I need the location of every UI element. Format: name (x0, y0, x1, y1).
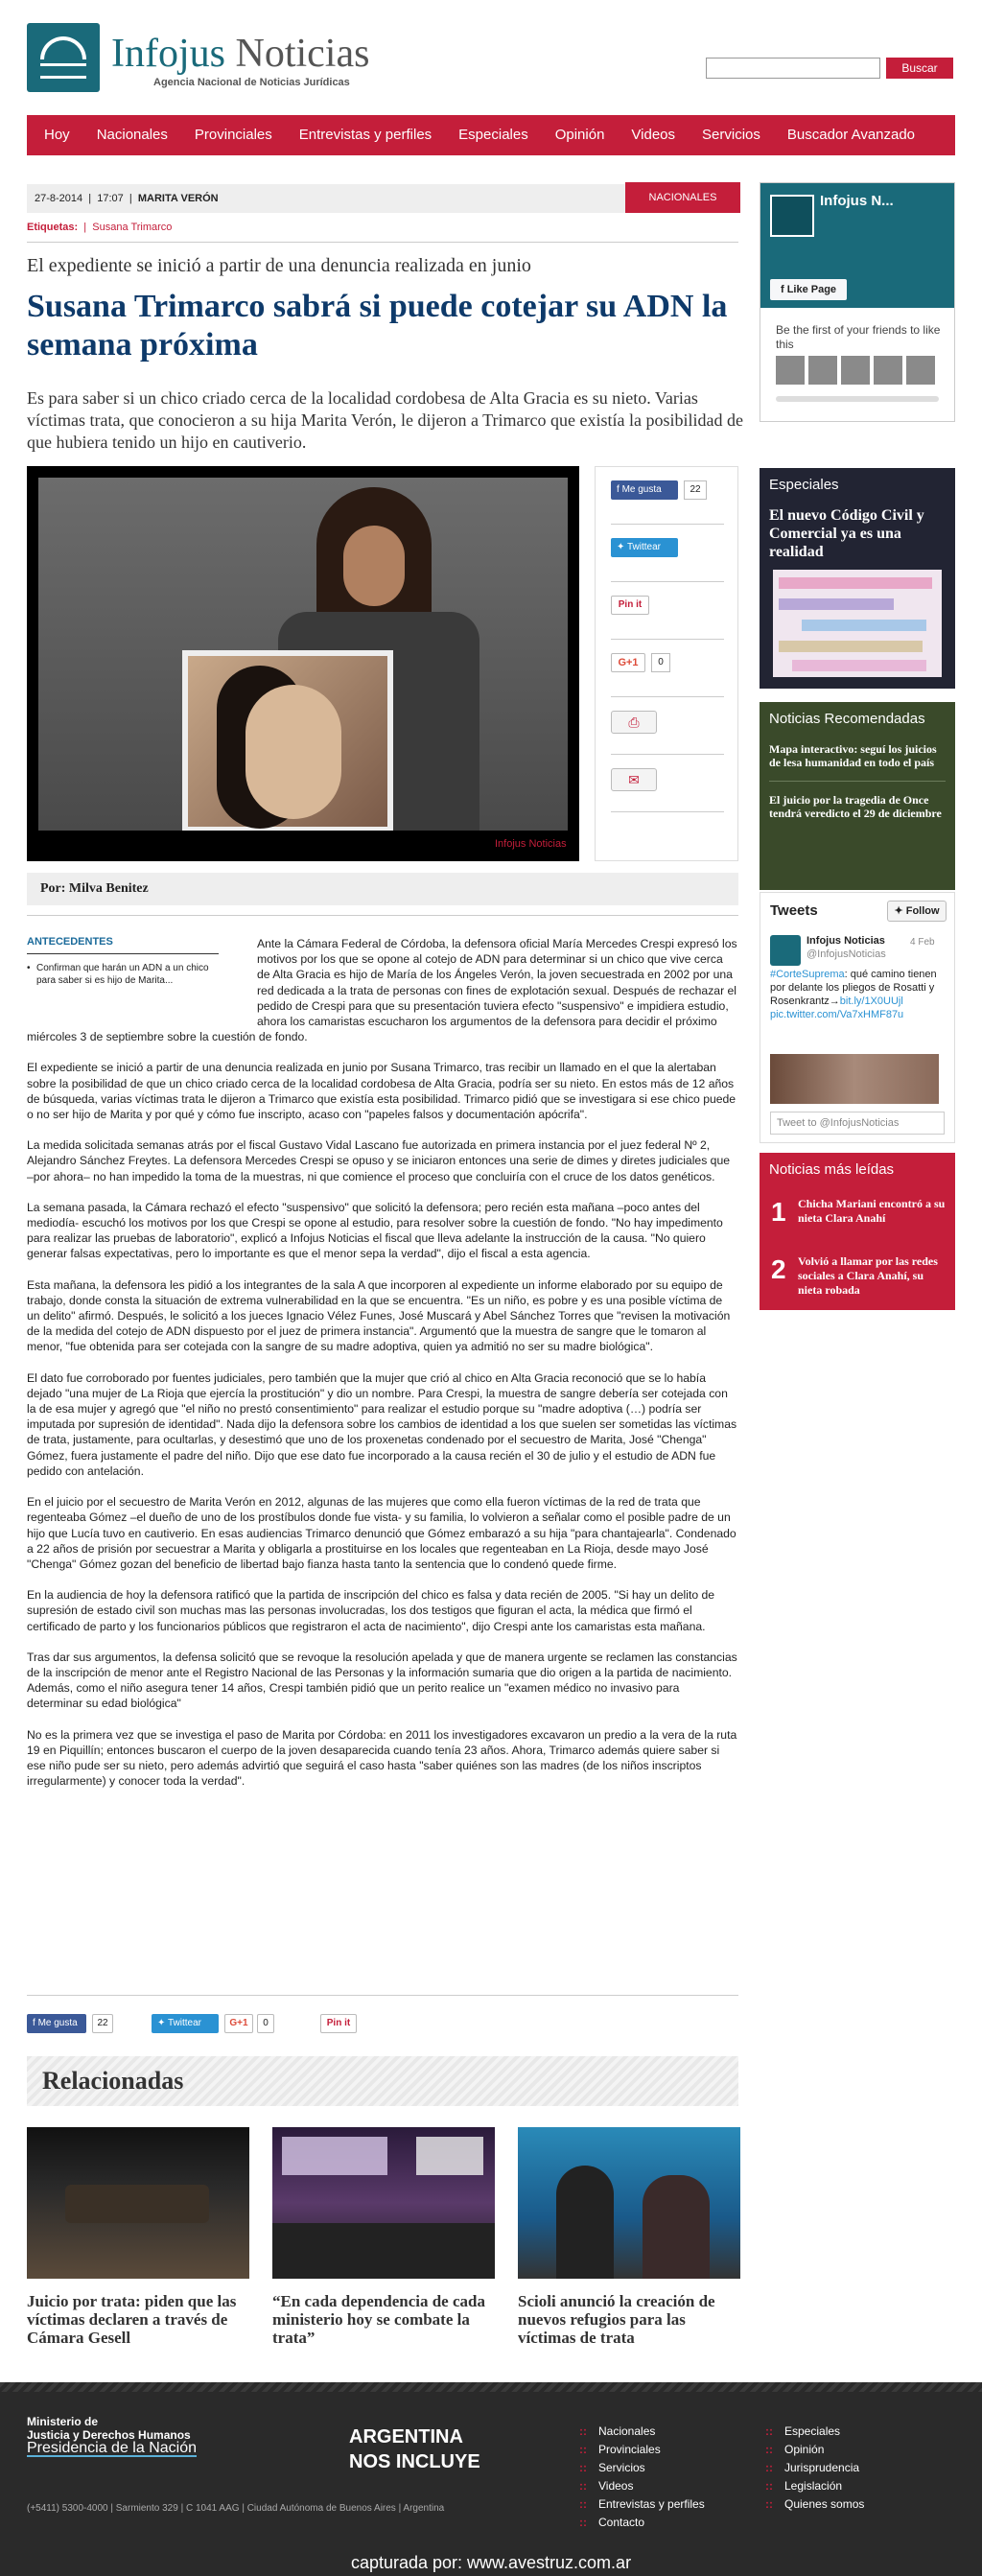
logo-icon[interactable] (27, 23, 100, 92)
rank-number: 2 (771, 1254, 786, 1284)
nav-item[interactable]: Nacionales (96, 127, 168, 143)
footer-link[interactable]: :: Jurisprudencia (765, 2459, 864, 2477)
paragraph: La medida solicitada semanas atrás por el fiscal Gustavo Vidal Lascano fue autorizada en primera instancia por el juez federal Nº 2, Alejandro Sánchez Freytes. La defensora Mercedes Crespi se opuso y se iniciaron entonces una serie de dimes y diretes judiciales que –por ahora– no han impedido la toma de la muestras, ni que comience el proceso que concluiría con el cruce de los datos genéticos. (27, 1138, 731, 1183)
especiales-headline[interactable]: El nuevo Código Civil y Comercial ya es una realidad (769, 507, 924, 560)
nav-item[interactable]: Provinciales (194, 127, 272, 143)
paragraph: El expediente se inició a partir de una denuncia realizada en junio por Susana Trimarco, tras recibir un llamado en el que la alertaban sobre la posibilidad de que un chico criado cerca de la localidad cordobesa de Alta Gracia, podría ser su nieto. En estos más de 12 años de búsqueda, varias víctimas trata le dijeron a Trimarco que existía esta posibilidad. Trimarco pidió que se investigara si ese chico puede o no ser hijo de Marita y por qué y cómo fue inscripto, acaso con "papeles falsos y documentación apócrifa". (27, 1061, 736, 1122)
most-read-title: Noticias más leídas (769, 1161, 895, 1178)
site-logo[interactable]: Infojus Noticias (111, 32, 370, 76)
recommended-link[interactable]: El juicio por la tragedia de Once tendrá veredicto el 29 de diciembre (769, 793, 942, 820)
like-count: 22 (684, 480, 707, 500)
divider (27, 915, 738, 916)
tweet-media-link[interactable]: pic.twitter.com/Va7xHMF87u (770, 1009, 904, 1020)
footer-link[interactable]: :: Nacionales (579, 2423, 705, 2441)
paragraph: Esta mañana, la defensora les pidió a los integrantes de la sala A que incorporen al expediente un informe elaborado por su equipo de trabajo, donde consta la situación de extrema vulnerabilidad en la que se encuentra. "Es un niño, es pobre y es una posible víctima de un delito" afirmó. Después, le solicitó a los jueces Ignacio Vélez Funes, José Muscará y Abel Sánchez Torres que "revisen la motivación de la medida del cotejo de ADN dispuesto por el juez de primera instancia". Argumentó que la muestra de sangre que le tomaron al menor, "fue obtenida para ser cotejada con la sangre de su madre adoptiva, quien ya admitió no ser su madre biológica". (27, 1277, 731, 1354)
related-caption[interactable]: Scioli anunció la creación de nuevos refugios para las víctimas de trata (518, 2292, 715, 2347)
most-read-widget (760, 1153, 955, 1310)
pinterest-button[interactable]: Pin it (611, 596, 649, 615)
footer-links-col2 (765, 2423, 864, 2514)
nav-item[interactable]: Especiales (458, 127, 528, 143)
section-badge[interactable]: NACIONALES (625, 182, 740, 213)
article-lead: Es para saber si un chico criado cerca de la localidad cordobesa de Alta Gracia es su nieto. Varias víctimas trata, que conocieron a su hija Marita Verón, le dijeron a Trimarco que existía la posibilidad de que hubiera tenido un hijo en cautiverio. (27, 388, 743, 452)
nav-item[interactable]: Servicios (702, 127, 760, 143)
paragraph: No es la primera vez que se investiga el paso de Marita por Córdoba: en 2011 los investigadores excavaron un predio a la vera de la ruta 19 en Piquillín; entonces buscaron el cuerpo de la joven desaparecida cuando tenía 23 años. Ahora, Trimarco además quiere saber si ese niño pude ser su nieto, pero además advirtió que seguirá el caso hasta "saber quiénes son las madres (de los niños inscriptos irregularmente) y conocer toda la verdad". (27, 1727, 737, 1789)
paragraph: En el juicio por el secuestro de Marita Verón en 2012, algunas de las mujeres que como ella fueron víctimas de la red de trata que regenteaba Gómez –el dueño de uno de los prostíbulos donde fue vista- y su familia, lo volvieron a señalar como el posible padre de un hijo que Lucía tuvo en cautiverio. En esas audiencias Trimarco denunció que Gómez embarazó a su hija "para chantajearla". Condenado a 22 años de prisión por secuestrar a Marita y obligarla a prostituirse en los locales que regenteaban en La Rioja, desde mayo José "Chenga" Gómez gozan del beneficio de libertad bajo fianza hasta tanto la sentencia que lo condenó quede firme. (27, 1495, 736, 1571)
paragraph: El dato fue corroborado por fuentes judiciales, pero también que la mujer que crió al chico en Alta Gracia reconoció que se lo había dejado "una mujer de La Rioja que ejercía la prostitución" y dio un nombre. Para Crespi, la muestra de sangre debería ser cotejada con la de esa mujer y agregó que "el niño no prestó consentimiento" para realizar el estudio porque su "madre adoptiva (…) podría ser imputada por supresión de identidad". Nada dijo la defensora sobre los cambios de identidad a los que suelen ser sometidas las víctimas de trata, justamente, para ocultarlas, y desestimó que uno de los proxenetas condenado por el secuestro de Marita, José "Chenga" Gómez, fuera justamente el padre del niño. Dijo que ese dato fue incorporado a la causa recién el 30 de julio y el estudio de ADN fue pedido con antelación. (27, 1370, 737, 1478)
most-read-item[interactable] (760, 1187, 955, 1245)
divider (27, 242, 738, 243)
especiales-title: Especiales (769, 477, 839, 493)
facebook-like-button[interactable]: f Me gusta (611, 480, 678, 500)
site-footer (0, 2382, 982, 2576)
antecedentes-link[interactable]: • Confirman que harán un ADN a un chico para saber si es hijo de Marita... (27, 962, 219, 987)
article-byline: Por: Milva Benitez (27, 873, 738, 905)
footer-link[interactable]: :: Videos (579, 2477, 705, 2495)
article-photo (27, 466, 579, 861)
nav-item[interactable]: Buscador Avanzado (786, 127, 916, 143)
photo-credit: Infojus Noticias (495, 838, 567, 850)
most-read-link[interactable]: Volvió a llamar por las redes sociales a Clara Anahí, su nieta robada (798, 1254, 938, 1297)
search-button[interactable]: Buscar (886, 58, 953, 79)
tweets-title: Tweets (770, 902, 818, 919)
rank-number: 1 (771, 1197, 786, 1227)
tweet-author[interactable]: Infojus Noticias (807, 935, 885, 947)
article-title: Susana Trimarco sabrá si puede cotejar su ADN la semana próxima (27, 289, 728, 363)
site-subtitle: Agencia Nacional de Noticias Jurídicas (153, 77, 350, 88)
divider (27, 1995, 738, 1996)
footer-link[interactable]: :: Opinión (765, 2441, 864, 2459)
photo-image (38, 478, 568, 831)
paragraph: Ante la Cámara Federal de Córdoba, la defensora oficial María Mercedes Crespi expresó los motivos por los que se opone al cotejo de ADN para determinar si un chico que vive cerca de Alta Gracia es hijo de María de los Ángeles Verón, la joven secuestrada en 2002 por una red dedicada a la trata de personas con fines de explotación sexual. Después de rechazar el pedido de Crespi para que su presentación tuviera efecto "suspensivo" e impidiera estudio, ahora los camaristas escucharon los argumentos de la defensora para decidir el próximo miércoles 3 de septiembre sobre la cuestión de fondo. (27, 937, 737, 1044)
nav-item[interactable]: Hoy (44, 127, 70, 143)
search-input[interactable] (706, 58, 880, 79)
related-image[interactable] (518, 2127, 740, 2279)
nav-item[interactable]: Videos (631, 127, 676, 143)
facebook-icon: f (33, 2018, 38, 2028)
paragraph: La semana pasada, la Cámara rechazó el efecto "suspensivo" que solicitó la defensora; pero recién esta mañana –poco antes del mediodía- escuchó los motivos por los que Crespi se opone al estudio, para resolver sobre la cuestión de fondo. "No hay impedimento para realizar las pruebas de laboratorio", explicó a Infojus Noticias el fiscal que lleva adelante la instrucción de la causa. "No quiero generar falsas expectativas, pero lo importante es que el menor sepa la verdad", dijo el fiscal a esta agencia. (27, 1200, 723, 1261)
recommended-title: Noticias Recomendadas (769, 711, 925, 727)
paragraph: Tras dar sus argumentos, la defensa solicitó que se revoque la resolución apelada y que de manera urgente se reclamen las constancias de la inscripción de menor ante el Registro Nacional de las Personas y la información sumaria que dio origen a la partida de nacimiento. Además, como el niño asegura tener 14 años, Crespi también pidió que un perito realice un "examen médico no invasivo para determinar su edad biológica" (27, 1650, 737, 1711)
nav-item[interactable]: Entrevistas y perfiles (298, 127, 433, 143)
like-page-button[interactable]: f Like Page (770, 279, 847, 300)
tag-link[interactable]: Susana Trimarco (92, 222, 173, 233)
tweet-date[interactable]: 4 Feb (910, 937, 935, 948)
facebook-like-button[interactable]: f Me gusta (27, 2014, 86, 2033)
related-header (27, 2056, 738, 2106)
tags-label: Etiquetas: (27, 222, 79, 233)
antecedentes-box (27, 936, 219, 987)
tweet-handle[interactable]: @InfojusNoticias (807, 948, 886, 960)
footer-link[interactable]: :: Legislación (765, 2477, 864, 2495)
fb-first-friends: Be the first of your friends to like this (776, 323, 941, 351)
follow-button[interactable]: ✦ Follow (887, 901, 947, 922)
gplus-count: 0 (257, 2014, 274, 2033)
article-time: 17:07 (97, 193, 124, 204)
related-item[interactable] (518, 2127, 740, 2347)
main-nav (27, 115, 955, 155)
antecedentes-title: ANTECEDENTES (27, 936, 219, 954)
ministry-logo[interactable]: Ministerio de Justicia y Derechos Humanos Presidencia de la Nación (27, 2415, 197, 2456)
like-count: 22 (92, 2014, 113, 2033)
argentina-logo[interactable]: ARGENTINA NOS INCLUYE (349, 2426, 480, 2472)
scrollbar[interactable] (776, 396, 939, 402)
paragraph: En la audiencia de hoy la defensora ratificó que la partida de inscripción del chico es falsa y data recién de 2005. "Si hay un delito de supresión de estado civil son muchas mas las personas involucradas, los dos testigos que figuran el acta, la médica que firmó el certificado de parto y los funcionarios públicos que registraron el acta de nacimiento", dijo Crespi ante los camaristas esta mañana. (27, 1588, 715, 1633)
footer-link[interactable]: :: Especiales (765, 2423, 864, 2441)
twitter-icon: ✦ (894, 905, 906, 917)
article-topic[interactable]: MARITA VERÓN (137, 193, 219, 204)
recommended-link[interactable]: Mapa interactivo: seguí los juicios de lesa humanidad en todo el país (769, 742, 937, 769)
especiales-image[interactable] (773, 570, 942, 677)
facebook-cover[interactable] (760, 183, 954, 308)
capture-watermark: capturada por: www.avestruz.com.ar (350, 2553, 632, 2572)
friend-faces (776, 356, 935, 385)
article-meta: 27-8-2014 | 17:07 | MARITA VERÓN (27, 184, 738, 213)
tweet-link[interactable]: bit.ly/1X0UUjl (839, 995, 903, 1007)
tweet-body: : qué camino tienen por delante los pliegos de Rosatti y Rosenkrantz→ (770, 969, 937, 1007)
page-logo-icon (770, 195, 814, 237)
especiales-widget (760, 468, 955, 689)
gplus-count: 0 (651, 653, 670, 672)
related-item[interactable] (272, 2127, 495, 2347)
related-item[interactable] (27, 2127, 249, 2347)
footer-link[interactable]: :: Entrevistas y perfiles (579, 2495, 705, 2514)
related-image[interactable] (27, 2127, 249, 2279)
tweet-text (770, 968, 939, 1021)
twitter-icon: ✦ (617, 542, 627, 552)
recommended-widget (760, 702, 955, 890)
pinterest-button[interactable]: Pin it (320, 2014, 357, 2033)
facebook-icon: f (617, 484, 622, 495)
article-tags: Etiquetas: | Susana Trimarco (27, 222, 173, 233)
related-title: Relacionadas (42, 2067, 184, 2095)
tweets-widget (760, 892, 955, 1143)
footer-links-col1 (579, 2423, 705, 2532)
tweet-image[interactable] (770, 1054, 939, 1104)
footer-address: (+5411) 5300-4000 | Sarmiento 329 | C 1041 AAG | Ciudad Autónoma de Buenos Aires | Argentina (27, 2503, 445, 2514)
related-caption[interactable]: Juicio por trata: piden que las víctimas declaren a través de Cámara Gesell (27, 2292, 237, 2347)
tweet-avatar[interactable] (770, 935, 801, 966)
facebook-icon: f (780, 284, 787, 295)
tweet-button[interactable]: ✦ Twittear (611, 538, 678, 557)
footer-link[interactable]: :: Servicios (579, 2459, 705, 2477)
tweet-button[interactable]: ✦ Twittear (152, 2014, 219, 2033)
most-read-link[interactable]: Chicha Mariani encontró a su nieta Clara Anahí (798, 1197, 946, 1225)
most-read-item[interactable] (760, 1245, 955, 1302)
print-icon[interactable]: ⎙ (611, 711, 657, 734)
site-header (27, 23, 957, 100)
article-date: 27-8-2014 (35, 193, 83, 204)
tweet-to-input[interactable]: Tweet to @InfojusNoticias (770, 1112, 945, 1135)
footer-link[interactable]: :: Provinciales (579, 2441, 705, 2459)
google-plus-button[interactable]: G+1 (611, 653, 645, 672)
footer-link[interactable]: :: Contacto (579, 2514, 705, 2532)
article-kicker: El expediente se inició a partir de una denuncia realizada en junio (27, 255, 531, 276)
share-column (595, 466, 738, 861)
related-image[interactable] (272, 2127, 495, 2279)
tweet-hashtag[interactable]: #CorteSuprema (770, 969, 845, 980)
related-caption[interactable]: “En cada dependencia de cada ministerio hoy se combate la trata” (272, 2292, 485, 2347)
footer-link[interactable]: :: Quienes somos (765, 2495, 864, 2514)
google-plus-button[interactable]: G+1 (224, 2014, 253, 2033)
article-body (27, 936, 738, 1804)
nav-item[interactable]: Opinión (554, 127, 605, 143)
email-icon[interactable]: ✉ (611, 768, 657, 791)
facebook-page-widget (760, 182, 955, 422)
share-bottom-bar (27, 2014, 738, 2037)
fb-page-title[interactable]: Infojus N... (820, 193, 894, 209)
twitter-icon: ✦ (157, 2018, 168, 2028)
